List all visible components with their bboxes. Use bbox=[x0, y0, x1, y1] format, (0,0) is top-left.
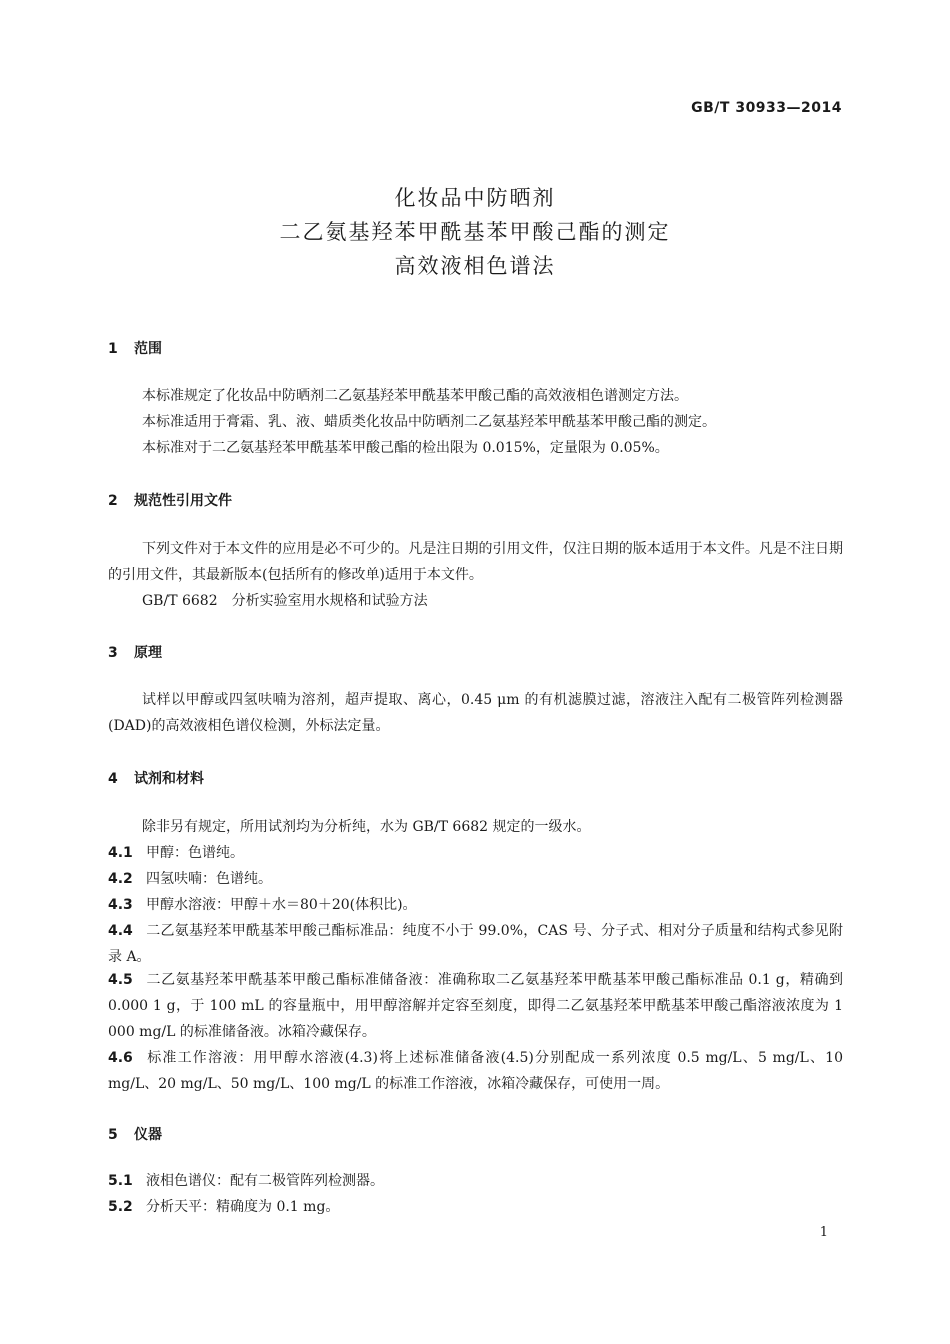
paragraph: 除非另有规定，所用试剂均为分析纯，水为 GB/T 6682 规定的一级水。 bbox=[142, 819, 591, 835]
section-title: 规范性引用文件 bbox=[134, 493, 232, 509]
list-item bbox=[108, 866, 843, 892]
section-title: 原理 bbox=[134, 645, 162, 661]
item-text: 二乙氨基羟苯甲酰基苯甲酸己酯标准品：纯度不小于 99.0%，CAS 号、分子式、相对分子质量和结构式参见附录 A。 bbox=[108, 923, 843, 965]
list-item bbox=[108, 1194, 843, 1220]
item-number: 5.2 bbox=[108, 1199, 133, 1215]
list-item bbox=[108, 840, 843, 866]
section-title: 试剂和材料 bbox=[134, 771, 204, 787]
page-number: 1 bbox=[819, 1225, 828, 1240]
item-number: 4.2 bbox=[108, 871, 133, 887]
paragraph: 本标准适用于膏霜、乳、液、蜡质类化妆品中防晒剂二乙氨基羟苯甲酰基苯甲酸己酯的测定。 bbox=[142, 414, 716, 430]
list-item bbox=[108, 892, 843, 918]
section-5-heading bbox=[108, 1124, 162, 1144]
item-text: 甲醇水溶液：甲醇＋水＝80＋20(体积比)。 bbox=[146, 897, 417, 913]
list-item bbox=[108, 1045, 843, 1097]
item-number: 5.1 bbox=[108, 1173, 133, 1189]
item-text: 二乙氨基羟苯甲酰基苯甲酸己酯标准储备液：准确称取二乙氨基羟苯甲酰基苯甲酸己酯标准品 0.1 g，精确到 0.000 1 g，于 100 mL 的容量瓶中，用甲醇溶解并定容至刻度，即得二乙氨基羟苯甲酰基苯甲酸己酯溶液浓度为 1 000 mg/L 的标准储备液。冰箱冷藏保存。 bbox=[108, 972, 843, 1040]
item-text: 甲醇：色谱纯。 bbox=[146, 845, 244, 861]
section-number: 1 bbox=[108, 341, 118, 357]
item-text: 四氢呋喃：色谱纯。 bbox=[146, 871, 272, 887]
item-number: 4.1 bbox=[108, 845, 133, 861]
section-title: 仪器 bbox=[134, 1127, 162, 1143]
item-number: 4.4 bbox=[108, 923, 133, 939]
list-item bbox=[108, 1168, 843, 1194]
paragraph: 下列文件对于本文件的应用是必不可少的。凡是注日期的引用文件，仅注日期的版本适用于本文件。凡是不注日期的引用文件，其最新版本(包括所有的修改单)适用于本文件。 bbox=[108, 541, 843, 583]
reference-item: GB/T 6682 分析实验室用水规格和试验方法 bbox=[142, 593, 428, 609]
paragraph: 本标准对于二乙氨基羟苯甲酰基苯甲酸己酯的检出限为 0.015%，定量限为 0.05%。 bbox=[142, 440, 669, 456]
title-line-3: 高效液相色谱法 bbox=[394, 254, 556, 278]
item-number: 4.5 bbox=[108, 972, 133, 988]
paragraph: 试样以甲醇或四氢呋喃为溶剂，超声提取、离心，0.45 μm 的有机滤膜过滤，溶液注入配有二极管阵列检测器(DAD)的高效液相色谱仪检测，外标法定量。 bbox=[108, 692, 843, 734]
section-number: 5 bbox=[108, 1127, 118, 1143]
section-3-heading bbox=[108, 642, 162, 662]
item-number: 4.3 bbox=[108, 897, 133, 913]
section-number: 3 bbox=[108, 645, 118, 661]
standard-code: GB/T 30933—2014 bbox=[691, 100, 842, 116]
document-title bbox=[0, 181, 950, 283]
title-line-2: 二乙氨基羟苯甲酰基苯甲酸己酯的测定 bbox=[279, 220, 671, 244]
list-item bbox=[108, 967, 843, 1045]
list-item bbox=[108, 918, 843, 970]
section-4-heading bbox=[108, 768, 204, 788]
item-number: 4.6 bbox=[108, 1050, 133, 1066]
section-number: 2 bbox=[108, 493, 118, 509]
title-line-1: 化妆品中防晒剂 bbox=[394, 186, 556, 210]
section-number: 4 bbox=[108, 771, 118, 787]
item-text: 液相色谱仪：配有二极管阵列检测器。 bbox=[146, 1173, 384, 1189]
paragraph: 本标准规定了化妆品中防晒剂二乙氨基羟苯甲酰基苯甲酸己酯的高效液相色谱测定方法。 bbox=[142, 388, 688, 404]
section-title: 范围 bbox=[134, 341, 162, 357]
section-2-heading bbox=[108, 490, 232, 510]
section-1-heading bbox=[108, 338, 162, 358]
item-text: 分析天平：精确度为 0.1 mg。 bbox=[146, 1199, 340, 1215]
item-text: 标准工作溶液：用甲醇水溶液(4.3)将上述标准储备液(4.5)分别配成一系列浓度 0.5 mg/L、5 mg/L、10 mg/L、20 mg/L、50 mg/L、100 mg/L 的标准工作溶液，冰箱冷藏保存，可使用一周。 bbox=[108, 1050, 843, 1092]
